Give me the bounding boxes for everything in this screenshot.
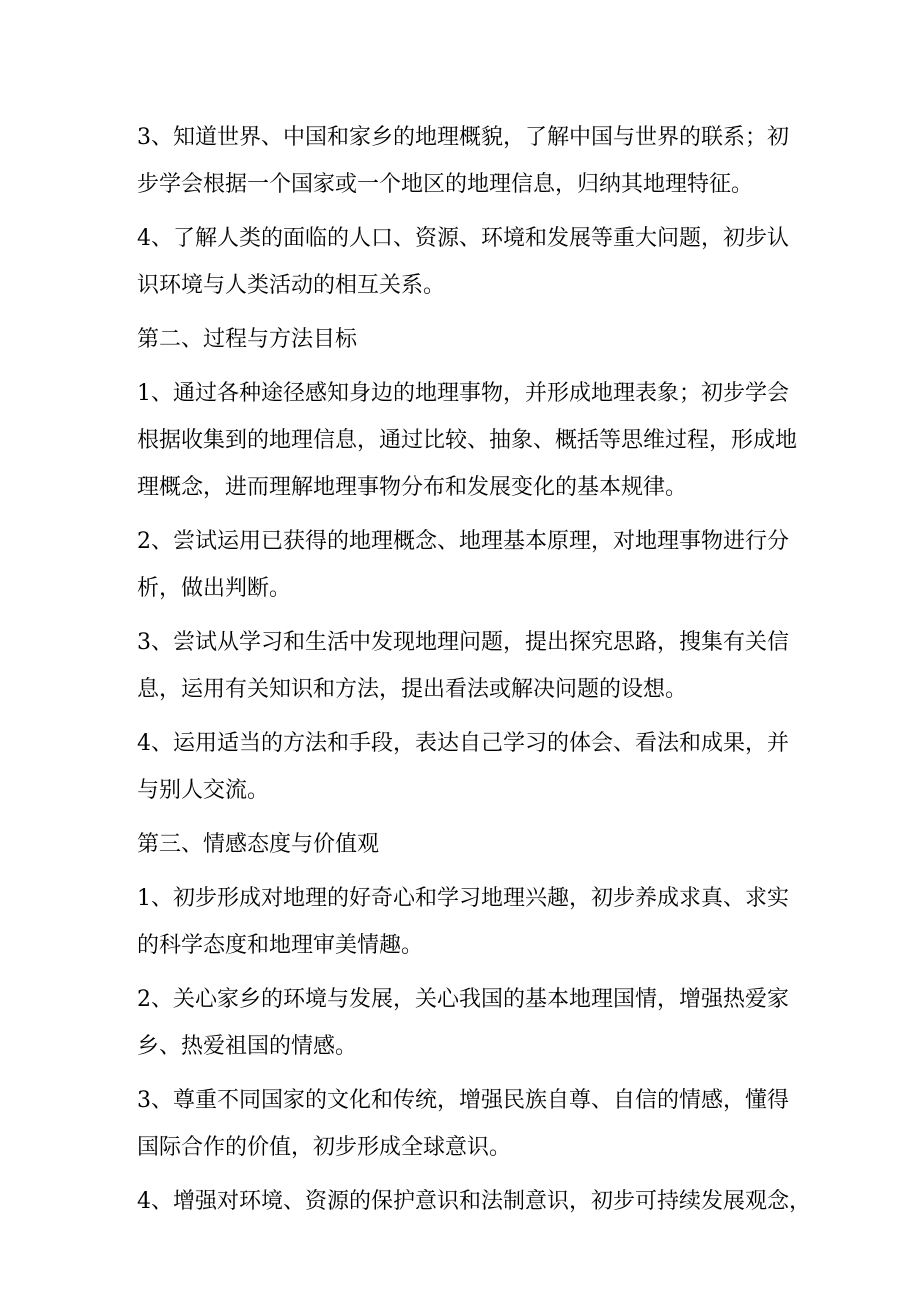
text-line: 析，做出判断。: [137, 576, 292, 601]
document-body: [137, 114, 811, 1232]
paragraph-process-4: [137, 720, 789, 814]
paragraph-emotion-1: [137, 875, 789, 969]
text-line: 与别人交流。: [137, 778, 270, 803]
paragraph-emotion-3: [137, 1077, 789, 1171]
text-line: 理概念，进而理解地理事物分布和发展变化的基本规律。: [137, 475, 688, 500]
text-line: 2、尝试运用已获得的地理概念、地理基本原理，对地理事物进行分: [137, 529, 789, 554]
paragraph-process-2: [137, 518, 789, 612]
text-line: 3、尝试从学习和生活中发现地理问题，提出探究思路，搜集有关信: [137, 630, 789, 655]
text-line: 4、了解人类的面临的人口、资源、环境和发展等重大问题，初步认: [137, 226, 789, 251]
paragraph-process-3: [137, 619, 789, 713]
text-line: 4、运用适当的方法和手段，表达自己学习的体会、看法和成果，并: [137, 731, 789, 756]
section-heading-emotion-values: [137, 821, 783, 868]
paragraph-emotion-2: [137, 976, 789, 1070]
text-line: 息，运用有关知识和方法，提出看法或解决问题的设想。: [137, 677, 688, 702]
text-line: 识环境与人类活动的相互关系。: [137, 273, 446, 298]
text-line: 乡、热爱祖国的情感。: [137, 1034, 358, 1059]
text-line: 1、通过各种途径感知身边的地理事物，并形成地理表象；初步学会: [137, 381, 789, 406]
text-line: 1、初步形成对地理的好奇心和学习地理兴趣，初步养成求真、求实: [137, 886, 789, 911]
section-heading-process-method: [137, 316, 783, 363]
section-heading: 第三、情感态度与价值观: [137, 832, 380, 857]
paragraph-emotion-4: [137, 1178, 811, 1225]
text-line: 3、知道世界、中国和家乡的地理概貌，了解中国与世界的联系；初: [137, 125, 789, 150]
text-line: 国际合作的价值，初步形成全球意识。: [137, 1135, 512, 1160]
text-line: 3、尊重不同国家的文化和传统，增强民族自尊、自信的情感，懂得: [137, 1088, 789, 1113]
paragraph-knowledge-4: [137, 215, 789, 309]
text-line: 2、关心家乡的环境与发展，关心我国的基本地理国情，增强热爱家: [137, 987, 789, 1012]
text-line: 的科学态度和地理审美情趣。: [137, 933, 424, 958]
text-line: 根据收集到的地理信息，通过比较、抽象、概括等思维过程，形成地: [137, 428, 798, 453]
text-line: 4、增强对环境、资源的保护意识和法制意识，初步可持续发展观念，: [137, 1189, 811, 1214]
text-line: 步学会根据一个国家或一个地区的地理信息，归纳其地理特征。: [137, 172, 754, 197]
paragraph-knowledge-3: [137, 114, 789, 208]
section-heading: 第二、过程与方法目标: [137, 327, 358, 352]
paragraph-process-1: [137, 370, 798, 511]
